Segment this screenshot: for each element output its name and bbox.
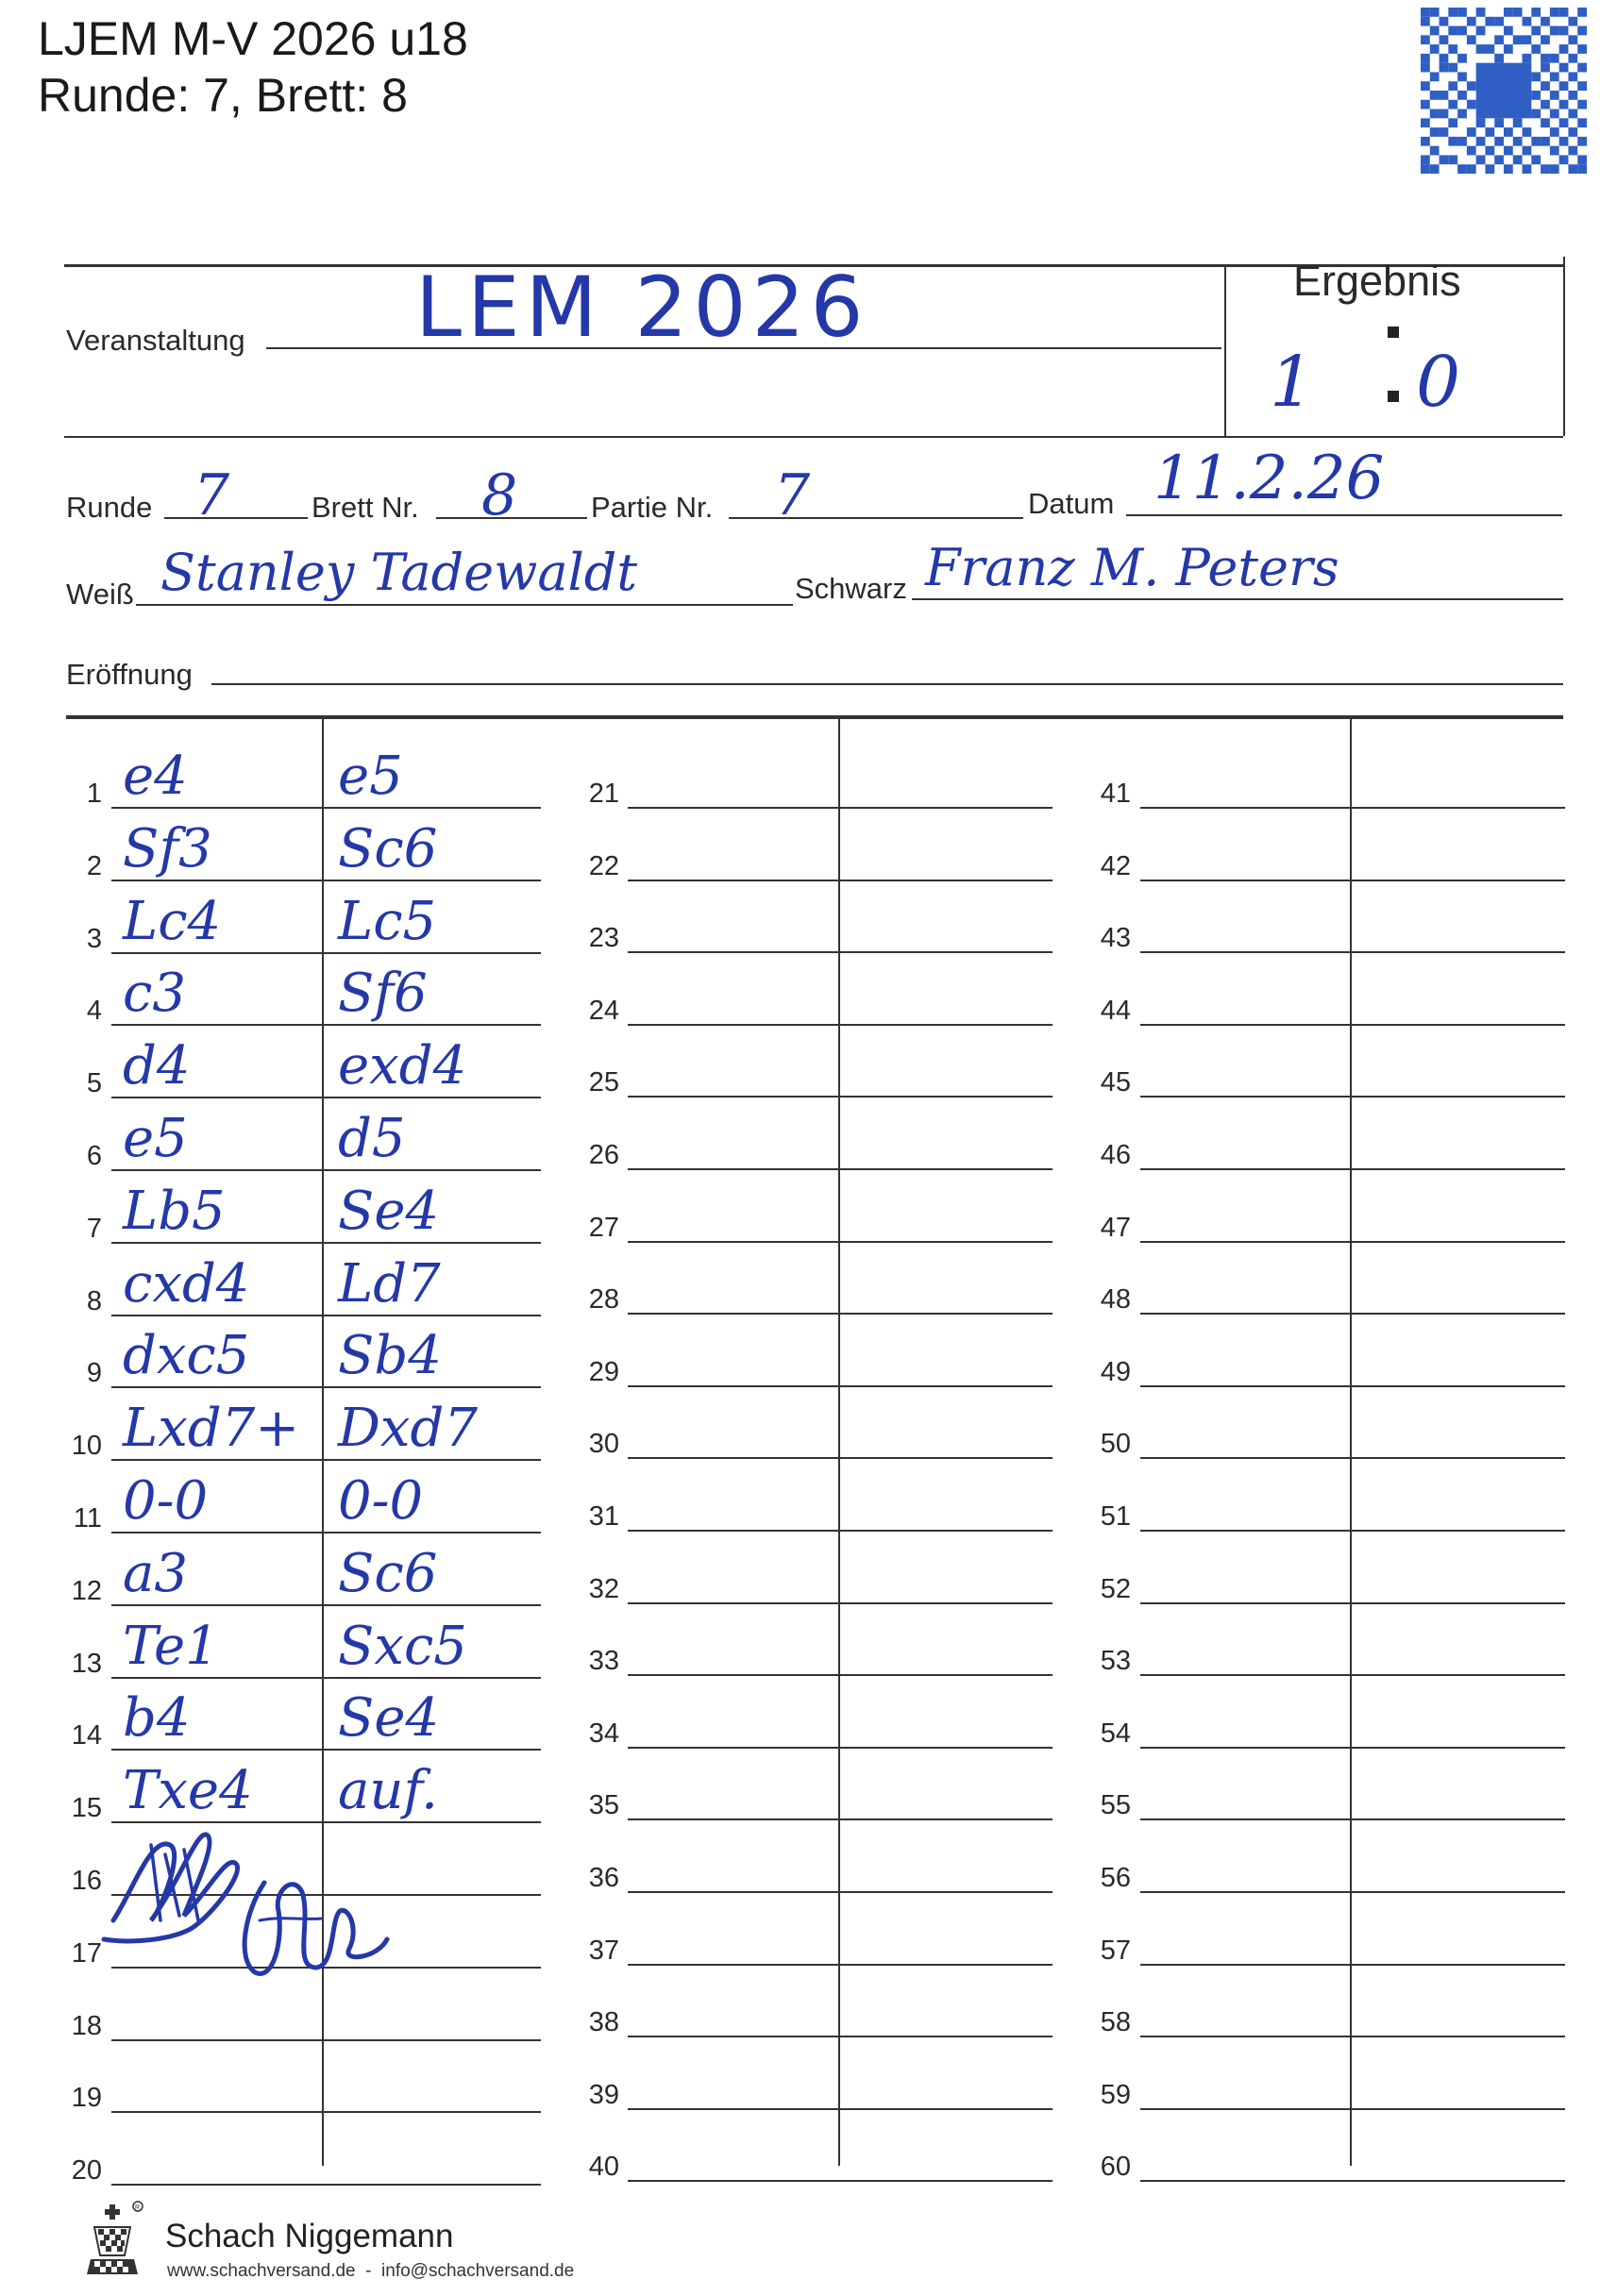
move-row-line[interactable] bbox=[1140, 1024, 1565, 1026]
move-row-line[interactable] bbox=[111, 1749, 541, 1751]
move-number: 55 bbox=[1100, 1790, 1131, 1821]
move-row-line[interactable] bbox=[111, 1315, 541, 1316]
move-number: 8 bbox=[86, 1285, 102, 1316]
move-number: 3 bbox=[86, 923, 102, 954]
move-row-line[interactable] bbox=[628, 1818, 1053, 1820]
white-move[interactable]: e5 bbox=[123, 1108, 188, 1169]
move-row-line[interactable] bbox=[628, 1602, 1053, 1604]
white-label: Weiß bbox=[66, 578, 134, 611]
signature-scribble-icon bbox=[94, 1779, 396, 1996]
game-field[interactable]: 7 bbox=[774, 462, 811, 528]
move-number: 53 bbox=[1100, 1646, 1131, 1677]
move-number: 40 bbox=[588, 2152, 619, 2183]
move-number: 35 bbox=[588, 1790, 619, 1821]
move-row-line[interactable] bbox=[111, 2039, 541, 2041]
move-row-line[interactable] bbox=[111, 1459, 541, 1461]
move-row-line[interactable] bbox=[1140, 1747, 1565, 1749]
move-number: 34 bbox=[588, 1718, 619, 1749]
move-row-line[interactable] bbox=[628, 1313, 1053, 1315]
move-row-line[interactable] bbox=[111, 880, 541, 881]
event-field[interactable]: LEM 2026 bbox=[415, 259, 869, 356]
move-number: 23 bbox=[588, 923, 619, 954]
move-number: 4 bbox=[86, 996, 102, 1027]
white-move[interactable]: Te1 bbox=[123, 1615, 219, 1677]
move-number: 59 bbox=[1100, 2079, 1131, 2110]
footer-contact: www.schachversand.de - info@schachversand.de bbox=[167, 2261, 575, 2281]
move-row-line[interactable] bbox=[111, 1242, 541, 1244]
move-row-line[interactable] bbox=[1140, 2180, 1565, 2182]
move-number: 31 bbox=[588, 1501, 619, 1532]
black-label: Schwarz bbox=[795, 572, 907, 605]
date-field[interactable]: 11.2.26 bbox=[1154, 444, 1385, 513]
move-number: 9 bbox=[86, 1358, 102, 1389]
move-row-line[interactable] bbox=[1140, 1818, 1565, 1820]
move-number: 27 bbox=[588, 1212, 619, 1243]
move-number: 15 bbox=[71, 1793, 102, 1824]
white-move[interactable]: c3 bbox=[123, 963, 186, 1025]
move-number: 49 bbox=[1100, 1356, 1131, 1387]
round-field[interactable]: 7 bbox=[194, 462, 230, 528]
move-number: 38 bbox=[588, 2007, 619, 2038]
move-number: 45 bbox=[1100, 1067, 1131, 1098]
move-row-line[interactable] bbox=[1140, 1891, 1565, 1893]
black-move[interactable]: Ld7 bbox=[338, 1252, 441, 1315]
move-row-line[interactable] bbox=[1140, 1313, 1565, 1315]
black-move[interactable]: exd4 bbox=[338, 1035, 467, 1098]
move-number: 37 bbox=[588, 1935, 619, 1966]
move-number: 2 bbox=[86, 850, 102, 881]
move-row-line[interactable] bbox=[1140, 951, 1565, 953]
move-number: 52 bbox=[1100, 1573, 1131, 1604]
move-row-line[interactable] bbox=[1140, 1457, 1565, 1459]
sheet-subtitle: Runde: 7, Brett: 8 bbox=[38, 69, 408, 122]
move-row-line[interactable] bbox=[628, 1747, 1053, 1749]
date-label: Datum bbox=[1028, 487, 1115, 520]
event-label: Veranstaltung bbox=[66, 324, 245, 357]
black-player-field[interactable]: Franz M. Peters bbox=[925, 538, 1339, 597]
white-move[interactable]: Sf3 bbox=[123, 817, 212, 880]
move-row-line[interactable] bbox=[1140, 2108, 1565, 2110]
move-number: 30 bbox=[588, 1429, 619, 1460]
move-number: 17 bbox=[71, 1937, 102, 1969]
move-number: 5 bbox=[86, 1068, 102, 1099]
move-row-line[interactable] bbox=[111, 1024, 541, 1026]
move-number: 41 bbox=[1100, 779, 1131, 809]
white-move[interactable]: Txe4 bbox=[123, 1760, 253, 1822]
black-move[interactable]: Sb4 bbox=[338, 1325, 442, 1387]
move-row-line[interactable] bbox=[1140, 807, 1565, 809]
move-number: 46 bbox=[1100, 1140, 1131, 1170]
black-move[interactable]: Lc5 bbox=[338, 890, 437, 952]
move-row-line[interactable] bbox=[1140, 1964, 1565, 1966]
black-move[interactable]: Se4 bbox=[338, 1180, 440, 1242]
white-move[interactable]: Lb5 bbox=[123, 1180, 226, 1242]
move-row-line[interactable] bbox=[1140, 1674, 1565, 1676]
move-row-line[interactable] bbox=[111, 2111, 541, 2113]
move-row-line[interactable] bbox=[111, 1677, 541, 1679]
move-number: 10 bbox=[71, 1431, 102, 1462]
white-move[interactable]: d4 bbox=[123, 1035, 191, 1098]
move-number: 58 bbox=[1100, 2007, 1131, 2038]
black-move[interactable]: Sxc5 bbox=[338, 1615, 467, 1677]
move-number: 14 bbox=[71, 1720, 102, 1751]
move-number: 22 bbox=[588, 850, 619, 881]
move-row-line[interactable] bbox=[628, 1674, 1053, 1676]
move-row-line[interactable] bbox=[628, 1168, 1053, 1170]
move-number: 36 bbox=[588, 1863, 619, 1893]
move-row-line[interactable] bbox=[1140, 1096, 1565, 1098]
move-number: 28 bbox=[588, 1284, 619, 1316]
move-row-line[interactable] bbox=[628, 2108, 1053, 2110]
move-row-line[interactable] bbox=[111, 807, 541, 809]
white-move[interactable]: cxd4 bbox=[123, 1252, 250, 1315]
move-number: 29 bbox=[588, 1356, 619, 1387]
move-number: 7 bbox=[86, 1213, 102, 1244]
move-number: 33 bbox=[588, 1646, 619, 1677]
black-move[interactable]: auf. bbox=[338, 1760, 438, 1822]
move-row-line[interactable] bbox=[628, 1457, 1053, 1459]
move-row-line[interactable] bbox=[628, 1024, 1053, 1026]
move-row-line[interactable] bbox=[111, 952, 541, 954]
move-number: 24 bbox=[588, 995, 619, 1026]
move-row-line[interactable] bbox=[628, 1891, 1053, 1893]
move-row-line[interactable] bbox=[111, 1604, 541, 1606]
white-move[interactable]: dxc5 bbox=[123, 1325, 250, 1387]
round-label: Runde bbox=[66, 491, 153, 524]
move-number: 25 bbox=[588, 1067, 619, 1098]
board-label: Brett Nr. bbox=[312, 491, 419, 524]
move-row-line[interactable] bbox=[1140, 1168, 1565, 1170]
black-move[interactable]: Dxd7 bbox=[338, 1398, 478, 1460]
move-number: 6 bbox=[86, 1141, 102, 1171]
white-move[interactable]: b4 bbox=[123, 1687, 191, 1750]
move-row-line[interactable] bbox=[628, 1241, 1053, 1243]
move-row-line[interactable] bbox=[1140, 1241, 1565, 1243]
move-row-line[interactable] bbox=[628, 2036, 1053, 2037]
move-row-line[interactable] bbox=[1140, 1530, 1565, 1532]
move-number: 39 bbox=[588, 2079, 619, 2110]
black-move[interactable]: Sc6 bbox=[338, 1542, 438, 1604]
black-move[interactable]: d5 bbox=[338, 1108, 406, 1169]
result-white-score[interactable]: 1 bbox=[1270, 342, 1315, 423]
move-number: 20 bbox=[71, 2155, 102, 2187]
move-number: 1 bbox=[86, 779, 102, 809]
move-number: 44 bbox=[1100, 995, 1131, 1026]
move-number: 56 bbox=[1100, 1863, 1131, 1893]
move-number: 42 bbox=[1100, 850, 1131, 881]
black-move[interactable]: 0-0 bbox=[338, 1470, 424, 1532]
move-number: 54 bbox=[1100, 1718, 1131, 1749]
move-number: 48 bbox=[1100, 1284, 1131, 1316]
move-row-line[interactable] bbox=[111, 1097, 541, 1098]
opening-label: Eröffnung bbox=[66, 658, 193, 691]
move-row-line[interactable] bbox=[628, 1385, 1053, 1387]
move-number: 21 bbox=[588, 779, 619, 809]
sheet-title: LJEM M-V 2026 u18 bbox=[38, 12, 468, 65]
white-move[interactable]: 0-0 bbox=[123, 1470, 209, 1532]
move-number: 60 bbox=[1100, 2152, 1131, 2183]
move-row-line[interactable] bbox=[1140, 1385, 1565, 1387]
result-black-score[interactable]: 0 bbox=[1416, 342, 1461, 423]
move-row-line[interactable] bbox=[628, 880, 1053, 881]
game-label: Partie Nr. bbox=[591, 491, 714, 524]
move-row-line[interactable] bbox=[628, 951, 1053, 953]
move-row-line[interactable] bbox=[111, 1386, 541, 1388]
black-move[interactable]: Se4 bbox=[338, 1687, 440, 1750]
result-label: Ergebnis bbox=[1293, 257, 1461, 305]
col3-move-divider bbox=[1350, 717, 1352, 2166]
move-row-line[interactable] bbox=[628, 1964, 1053, 1966]
move-row-line[interactable] bbox=[628, 1530, 1053, 1532]
move-number: 32 bbox=[588, 1573, 619, 1604]
footer-brand: Schach Niggemann bbox=[165, 2218, 454, 2254]
svg-text:R: R bbox=[135, 2204, 141, 2211]
col2-move-divider bbox=[838, 717, 840, 2166]
move-number: 13 bbox=[71, 1648, 102, 1679]
move-row-line[interactable] bbox=[1140, 880, 1565, 881]
black-move[interactable]: e5 bbox=[338, 746, 403, 807]
move-row-line[interactable] bbox=[111, 2184, 541, 2186]
move-number: 11 bbox=[73, 1503, 102, 1533]
move-number: 47 bbox=[1100, 1212, 1131, 1243]
black-move[interactable]: Sc6 bbox=[338, 817, 438, 880]
move-number: 43 bbox=[1100, 923, 1131, 954]
move-number: 18 bbox=[71, 2010, 102, 2041]
chess-king-logo-icon bbox=[77, 2199, 153, 2286]
move-number: 50 bbox=[1100, 1429, 1131, 1460]
white-player-field[interactable]: Stanley Tadewaldt bbox=[160, 543, 638, 602]
move-number: 16 bbox=[71, 1866, 102, 1896]
move-row-line[interactable] bbox=[1140, 1602, 1565, 1604]
board-field[interactable]: 8 bbox=[481, 462, 518, 528]
move-row-line[interactable] bbox=[628, 1096, 1053, 1098]
black-move[interactable]: Sf6 bbox=[338, 963, 428, 1025]
move-number: 19 bbox=[71, 2083, 102, 2114]
move-number: 26 bbox=[588, 1140, 619, 1170]
move-number: 57 bbox=[1100, 1935, 1131, 1966]
move-row-line[interactable] bbox=[111, 1169, 541, 1171]
move-row-line[interactable] bbox=[628, 807, 1053, 809]
move-number: 12 bbox=[71, 1575, 102, 1606]
move-row-line[interactable] bbox=[628, 2180, 1053, 2182]
move-row-line[interactable] bbox=[111, 1532, 541, 1533]
move-row-line[interactable] bbox=[1140, 2036, 1565, 2037]
white-move[interactable]: Lc4 bbox=[123, 890, 222, 952]
white-move[interactable]: a3 bbox=[123, 1542, 189, 1604]
white-move[interactable]: Lxd7+ bbox=[123, 1398, 300, 1460]
white-move[interactable]: e4 bbox=[123, 746, 188, 807]
move-number: 51 bbox=[1100, 1501, 1131, 1532]
